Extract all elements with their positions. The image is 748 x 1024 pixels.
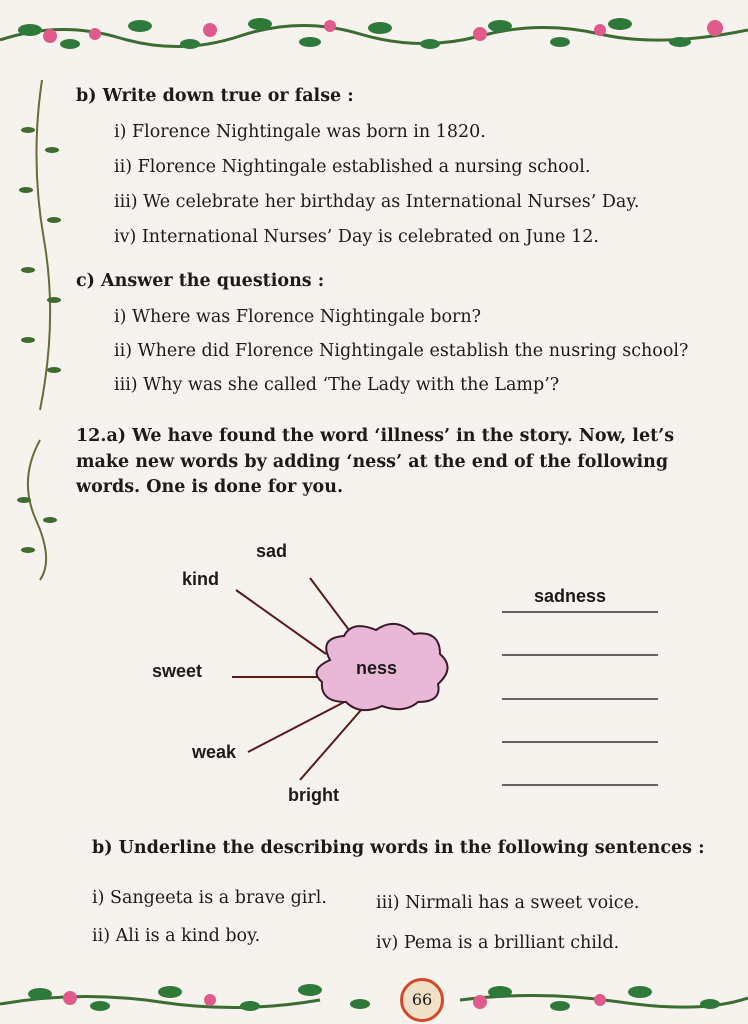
- question-1: i) Where was Florence Nightingale born?: [114, 307, 482, 327]
- connector-weak: [248, 698, 352, 752]
- section-b-heading: b) Write down true or false :: [76, 86, 354, 106]
- question-3: iii) Why was she called ‘The Lady with the Lamp’?: [114, 375, 560, 395]
- sentence-2: ii) Ali is a kind boy.: [92, 926, 261, 946]
- true-false-item-4: iv) International Nurses’ Day is celebrated on June 12.: [114, 227, 599, 247]
- true-false-item-3: iii) We celebrate her birthday as International Nurses’ Day.: [114, 192, 640, 212]
- true-false-item-2: ii) Florence Nightingale established a nursing school.: [114, 157, 591, 177]
- vine-decoration: [0, 80, 80, 600]
- exercise-12a-instruction: 12.a) We have found the word ‘illness’ in the story. Now, let’s make new words by adding ‘ness’ at the end of the following words. One is done for you.: [76, 426, 675, 497]
- floral-border-top: [0, 0, 748, 62]
- page-number: 66: [400, 978, 444, 1022]
- word-sad: sad: [256, 541, 288, 561]
- word-weak: weak: [192, 742, 237, 762]
- word-kind: kind: [182, 569, 220, 589]
- floral-border-bottom: [0, 960, 748, 1024]
- true-false-item-1: i) Florence Nightingale was born in 1820.: [114, 122, 486, 142]
- connector-kind: [236, 590, 326, 654]
- question-2: ii) Where did Florence Nightingale establish the nusring school?: [114, 341, 689, 361]
- sentence-3: iii) Nirmali has a sweet voice.: [376, 893, 640, 913]
- word-bright: bright: [288, 785, 339, 805]
- connector-bright: [300, 702, 368, 780]
- word-ness: ness: [356, 658, 398, 678]
- sentence-1: i) Sangeeta is a brave girl.: [92, 888, 327, 908]
- section-c-heading: c) Answer the questions :: [76, 271, 325, 291]
- sentence-4: iv) Pema is a brilliant child.: [376, 933, 620, 953]
- word-web-diagram: [0, 530, 748, 830]
- section-12b-heading: b) Underline the describing words in the following sentences :: [92, 838, 705, 858]
- answer-sadness: sadness: [534, 586, 607, 606]
- word-sweet: sweet: [152, 661, 203, 681]
